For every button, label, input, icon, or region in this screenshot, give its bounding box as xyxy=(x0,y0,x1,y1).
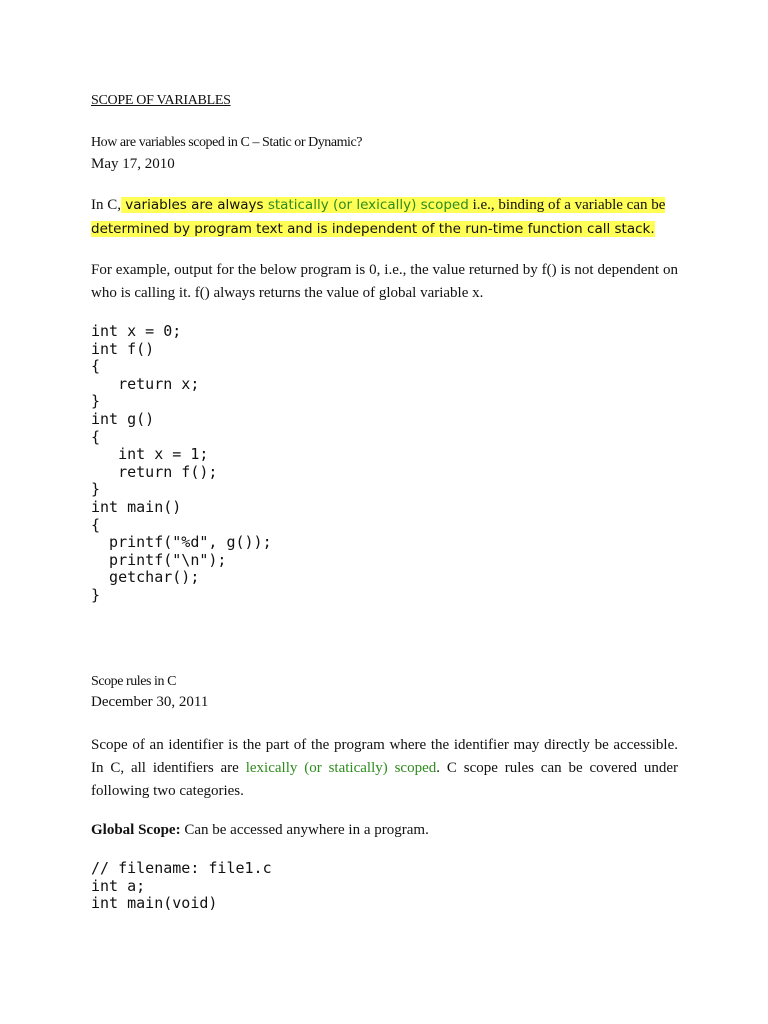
intro-prefix: In C, xyxy=(91,197,121,213)
code-line: } xyxy=(91,392,101,411)
global-scope-text: Can be accessed anywhere in a program. xyxy=(180,822,429,838)
intro-highlight-text-1: variables are always xyxy=(121,197,268,213)
intro-line-1 xyxy=(91,194,688,217)
section-date-1: May 17, 2010 xyxy=(91,156,175,172)
code-line: getchar(); xyxy=(91,568,200,587)
code-line: int main() xyxy=(91,497,182,516)
section-heading-scope-rules: Scope rules in C xyxy=(91,674,176,689)
code-line: return f(); xyxy=(91,462,218,481)
code-line: { xyxy=(91,427,101,446)
code-line: int x = 1; xyxy=(91,445,209,464)
scope-paragraph xyxy=(91,734,678,803)
code-line: int a; xyxy=(91,876,146,895)
example-paragraph: For example, output for the below program is 0, i.e., the value returned by f() is not dependent on who is calling it. f() always returns the value of global variable x. xyxy=(91,262,678,301)
code-block-1 xyxy=(91,323,272,605)
document-title: SCOPE OF VARIABLES xyxy=(91,93,231,108)
code-line: int g() xyxy=(91,409,155,428)
code-line: printf("%d", g()); xyxy=(91,533,272,552)
code-line: return x; xyxy=(91,374,200,393)
code-line: { xyxy=(91,357,101,376)
code-line: } xyxy=(91,585,101,604)
code-line: // filename: file1.c xyxy=(91,859,272,877)
code-line: int main(void) xyxy=(91,894,218,913)
scope-paragraph-text-1: Scope of an identifier is the part of the program where the identifier may directly be accessible. In C, all identifiers are xyxy=(91,737,678,776)
global-scope-label: Global Scope: xyxy=(91,822,181,838)
section-heading-static-dynamic: How are variables scoped in C – Static or Dynamic? xyxy=(91,135,363,150)
code-block-2 xyxy=(91,860,272,913)
code-line: { xyxy=(91,515,101,534)
code-line: int f() xyxy=(91,339,155,358)
scope-paragraph-text-2: . C scope rules can be covered under following two categories. xyxy=(91,760,678,799)
intro-highlight-1 xyxy=(121,197,665,213)
intro-line-2 xyxy=(91,218,688,241)
code-line: int x = 0; xyxy=(91,322,182,340)
section-date-2: December 30, 2011 xyxy=(91,694,209,710)
intro-highlight-text-2: i.e., binding of a variable can be xyxy=(468,197,666,213)
intro-highlight-green: statically (or lexically) scoped xyxy=(267,197,469,213)
intro-highlight-2: determined by program text and is independent of the run-time function call stack. xyxy=(91,221,655,237)
code-line: } xyxy=(91,480,101,499)
global-scope-line xyxy=(91,822,429,839)
code-line: printf("\n"); xyxy=(91,550,227,569)
scope-paragraph-green: lexically (or statically) scoped xyxy=(245,760,437,776)
